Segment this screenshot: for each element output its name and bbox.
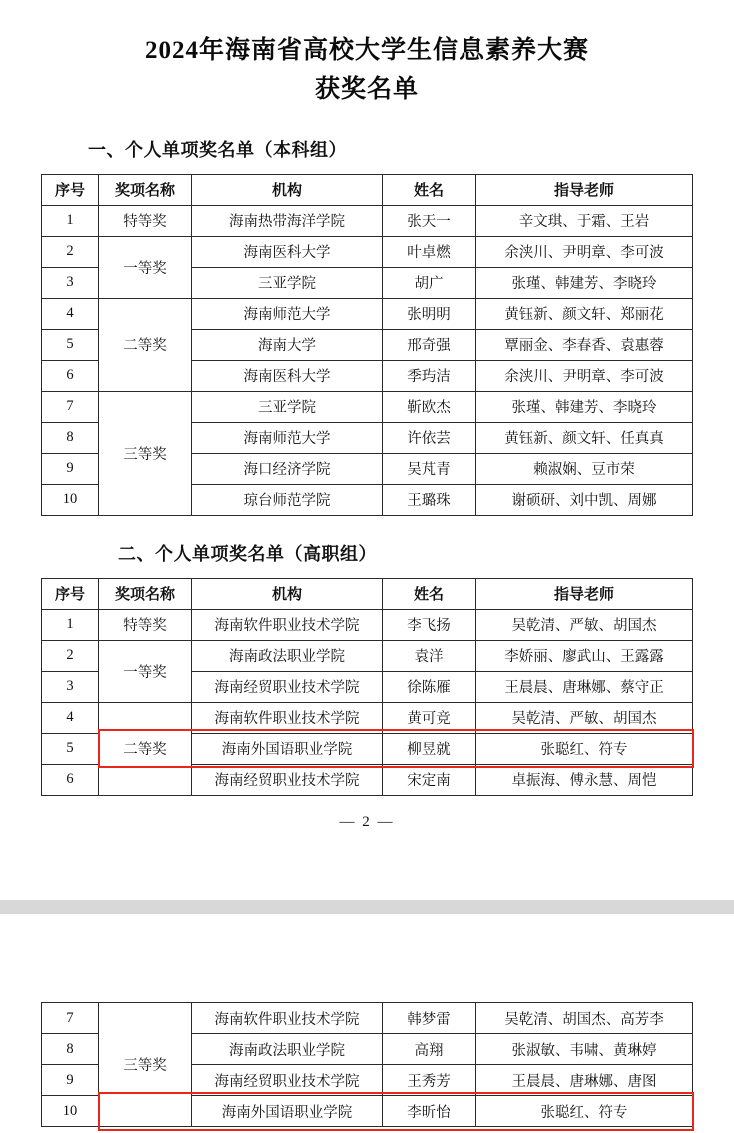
table-row (42, 205, 693, 236)
cell-no: 6 (42, 360, 99, 391)
cell-no: 1 (42, 205, 99, 236)
cell-award: 特等奖 (99, 205, 192, 236)
cell-no: 8 (42, 1034, 99, 1065)
column-header: 机构 (192, 174, 383, 205)
cell-org: 海南师范大学 (192, 422, 383, 453)
cell-teachers: 张淑敏、韦啸、黄琳婷 (476, 1034, 693, 1065)
cell-name: 袁洋 (383, 640, 476, 671)
table-wrapper-undergraduate (0, 174, 734, 516)
cell-award: 二等奖 (99, 298, 192, 391)
cell-teachers: 张聪红、符专 (476, 733, 693, 764)
cell-name: 叶卓燃 (383, 236, 476, 267)
cell-name: 吴芃青 (383, 453, 476, 484)
column-header: 姓名 (383, 578, 476, 609)
cell-teachers: 吴乾清、严敏、胡国杰 (476, 702, 693, 733)
cell-teachers: 张瑾、韩建芳、李晓玲 (476, 267, 693, 298)
cell-org: 海南师范大学 (192, 298, 383, 329)
cell-no: 2 (42, 236, 99, 267)
cell-no: 5 (42, 329, 99, 360)
cell-award: 三等奖 (99, 391, 192, 515)
cell-name: 黄可竞 (383, 702, 476, 733)
cell-teachers: 黄钰新、颜文轩、任真真 (476, 422, 693, 453)
cell-org: 海南经贸职业技术学院 (192, 1065, 383, 1096)
cell-no: 9 (42, 453, 99, 484)
table-row (42, 298, 693, 329)
award-table-undergraduate (41, 174, 693, 516)
column-header: 机构 (192, 578, 383, 609)
column-header: 序号 (42, 174, 99, 205)
cell-award: 特等奖 (99, 609, 192, 640)
document-title-line-2: 获奖名单 (314, 75, 419, 103)
cell-teachers: 覃丽金、李春香、袁惠蓉 (476, 329, 693, 360)
document-page-2 (0, 914, 734, 1133)
award-table-vocational (41, 578, 693, 796)
cell-no: 7 (42, 391, 99, 422)
cell-no: 7 (42, 1003, 99, 1034)
cell-name: 李昕怡 (383, 1096, 476, 1127)
cell-name: 柳昱就 (383, 733, 476, 764)
table-row (42, 391, 693, 422)
cell-teachers: 王晨晨、唐琳娜、蔡守正 (476, 671, 693, 702)
cell-name: 张明明 (383, 298, 476, 329)
cell-no: 3 (42, 267, 99, 298)
table-wrapper-vocational (0, 578, 734, 796)
cell-org: 琼台师范学院 (192, 484, 383, 515)
cell-org: 海南外国语职业学院 (192, 1096, 383, 1127)
cell-org: 海南经贸职业技术学院 (192, 764, 383, 795)
cell-org: 海南软件职业技术学院 (192, 702, 383, 733)
cell-name: 张天一 (383, 205, 476, 236)
column-header: 指导老师 (476, 578, 693, 609)
cell-org: 海口经济学院 (192, 453, 383, 484)
cell-name: 李飞扬 (383, 609, 476, 640)
cell-award: 一等奖 (99, 236, 192, 298)
cell-no: 3 (42, 671, 99, 702)
column-header: 指导老师 (476, 174, 693, 205)
page-separator (0, 900, 734, 914)
column-header: 姓名 (383, 174, 476, 205)
cell-org: 海南大学 (192, 329, 383, 360)
table-row (42, 1003, 693, 1034)
cell-teachers: 吴乾清、胡国杰、高芳李 (476, 1003, 693, 1034)
cell-no: 8 (42, 422, 99, 453)
cell-name: 高翔 (383, 1034, 476, 1065)
cell-no: 10 (42, 484, 99, 515)
cell-org: 海南软件职业技术学院 (192, 1003, 383, 1034)
table-row (42, 702, 693, 733)
table-wrapper-vocational-continued (0, 914, 734, 1127)
cell-teachers: 辛文琪、于霜、王岩 (476, 205, 693, 236)
cell-teachers: 李娇丽、廖武山、王露露 (476, 640, 693, 671)
cell-org: 海南医科大学 (192, 360, 383, 391)
cell-org: 海南软件职业技术学院 (192, 609, 383, 640)
cell-teachers: 余浃川、尹明章、李可波 (476, 236, 693, 267)
column-header: 奖项名称 (99, 578, 192, 609)
cell-org: 三亚学院 (192, 267, 383, 298)
cell-teachers: 张聪红、符专 (476, 1096, 693, 1127)
table-header-row (42, 174, 693, 205)
cell-teachers: 卓振海、傅永慧、周恺 (476, 764, 693, 795)
section-heading-vocational: 二、个人单项奖名单（高职组） (118, 543, 377, 564)
cell-name: 邢奇强 (383, 329, 476, 360)
cell-name: 宋定南 (383, 764, 476, 795)
cell-no: 1 (42, 609, 99, 640)
cell-name: 王秀芳 (383, 1065, 476, 1096)
cell-org: 海南外国语职业学院 (192, 733, 383, 764)
cell-teachers: 张瑾、韩建芳、李晓玲 (476, 391, 693, 422)
cell-name: 胡广 (383, 267, 476, 298)
cell-name: 徐陈雁 (383, 671, 476, 702)
column-header: 奖项名称 (99, 174, 192, 205)
cell-award: 三等奖 (99, 1003, 192, 1127)
page-number: — 2 — (339, 813, 395, 830)
cell-org: 三亚学院 (192, 391, 383, 422)
cell-teachers: 吴乾清、严敏、胡国杰 (476, 609, 693, 640)
cell-name: 靳欧杰 (383, 391, 476, 422)
cell-org: 海南医科大学 (192, 236, 383, 267)
cell-name: 季玙洁 (383, 360, 476, 391)
cell-teachers: 黄钰新、颜文轩、郑丽花 (476, 298, 693, 329)
cell-org: 海南政法职业学院 (192, 1034, 383, 1065)
cell-name: 许依芸 (383, 422, 476, 453)
cell-teachers: 赖淑娴、豆市荣 (476, 453, 693, 484)
document-title-line-1: 2024年海南省高校大学生信息素养大赛 (144, 37, 589, 64)
cell-no: 2 (42, 640, 99, 671)
cell-teachers: 王晨晨、唐琳娜、唐图 (476, 1065, 693, 1096)
table-header-row (42, 578, 693, 609)
table-row (42, 236, 693, 267)
cell-org: 海南政法职业学院 (192, 640, 383, 671)
cell-award: 一等奖 (99, 640, 192, 702)
cell-no: 6 (42, 764, 99, 795)
cell-no: 4 (42, 298, 99, 329)
cell-no: 4 (42, 702, 99, 733)
document-title (0, 0, 734, 110)
award-table-vocational-continued (41, 1002, 693, 1127)
section-heading-undergraduate: 一、个人单项奖名单（本科组） (88, 139, 347, 160)
cell-name: 韩梦雷 (383, 1003, 476, 1034)
table-row (42, 609, 693, 640)
cell-no: 5 (42, 733, 99, 764)
cell-name: 王璐珠 (383, 484, 476, 515)
cell-org: 海南热带海洋学院 (192, 205, 383, 236)
cell-teachers: 谢硕研、刘中凯、周娜 (476, 484, 693, 515)
cell-no: 10 (42, 1096, 99, 1127)
cell-teachers: 余浃川、尹明章、李可波 (476, 360, 693, 391)
cell-award: 二等奖 (99, 702, 192, 795)
cell-org: 海南经贸职业技术学院 (192, 671, 383, 702)
cell-no: 9 (42, 1065, 99, 1096)
column-header: 序号 (42, 578, 99, 609)
table-row (42, 640, 693, 671)
